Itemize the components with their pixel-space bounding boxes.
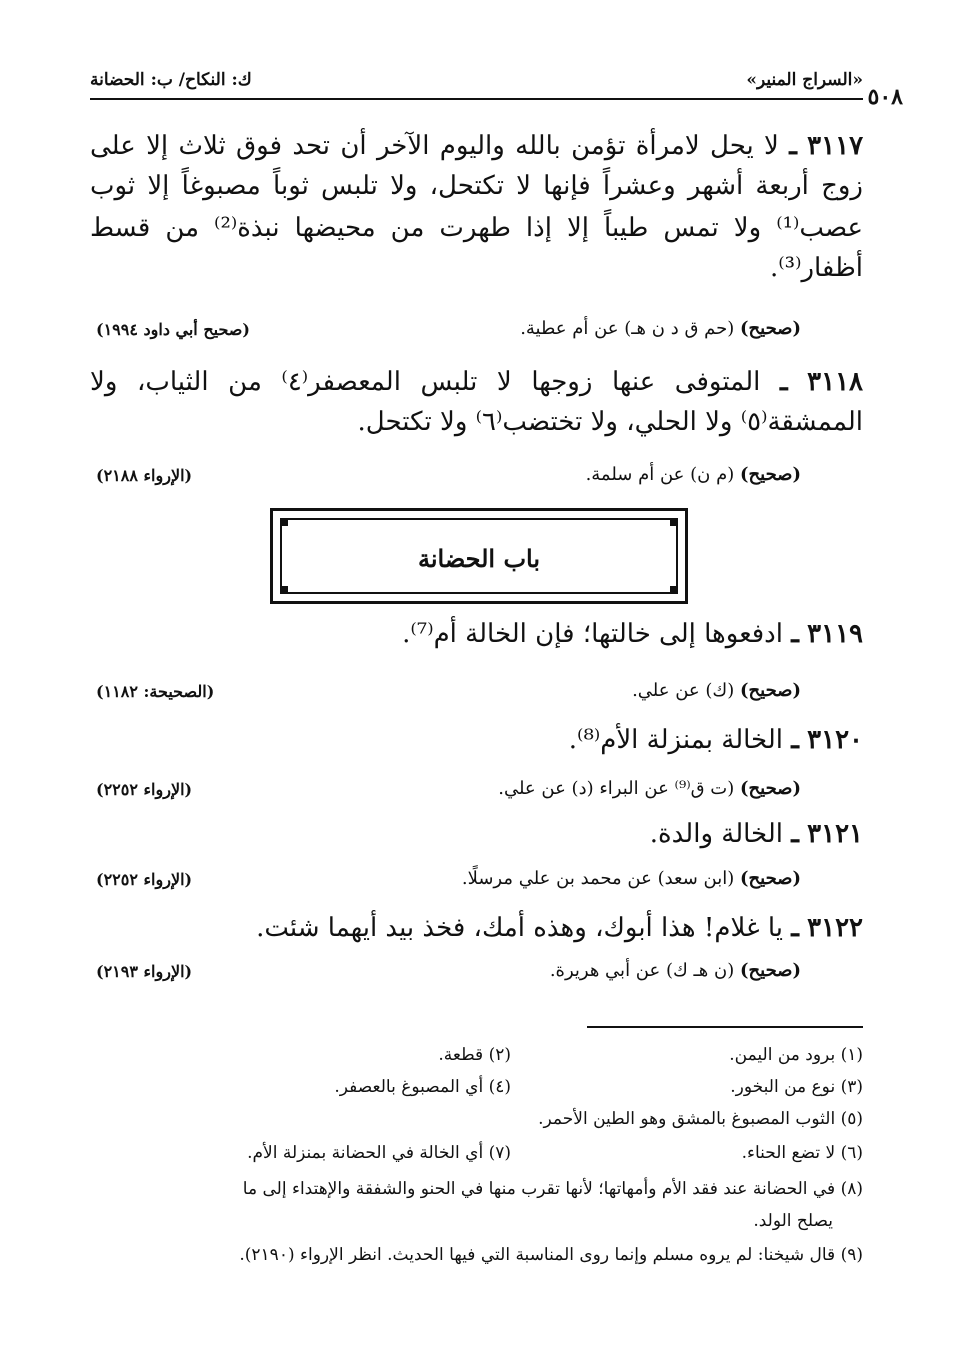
footnote-4: (٤) أي المصبوغ بالعصفر. xyxy=(334,1077,511,1097)
footnote-6: (٦) لا تضع الحناء. xyxy=(741,1143,863,1163)
dash: ـ xyxy=(791,913,799,943)
grade-label: (صحيح) xyxy=(740,868,801,889)
grade-source: (ابن سعد) عن محمد بن علي مرسلًا. xyxy=(461,868,735,889)
footnote-5: (٥) الثوب المصبوغ بالمشق وهو الطين الأحمر. xyxy=(538,1109,863,1129)
grade-source: (ت ق⁽⁹⁾ عن البراء (د) عن علي. xyxy=(498,778,735,799)
chapter-heading: باب الحضانة xyxy=(417,544,541,573)
grade-line xyxy=(462,868,801,889)
grade-line xyxy=(498,778,801,799)
hadith-text: ادفعوها إلى خالتها؛ فإن الخالة أم⁽⁷⁾. xyxy=(402,619,783,649)
book-title: «السراج المنير» xyxy=(746,70,863,90)
grade-label: (صحيح) xyxy=(740,318,801,339)
grade-source: (ن هـ ك) عن أبي هريرة. xyxy=(549,960,735,981)
hadith-text: الخالة والدة. xyxy=(649,819,783,849)
footnote-9: (٩) قال شيخنا: لم يروه مسلم وإنما روى المناسبة التي فيها الحديث. انظر الإرواء (٢١٩٠). xyxy=(239,1245,863,1265)
hadith-number: ٣١٢١ xyxy=(807,819,863,849)
corner-ornament xyxy=(670,586,678,594)
hadith-number: ٣١١٨ xyxy=(807,367,864,397)
dash: ـ xyxy=(791,725,799,755)
footnote-1: (١) برود من اليمن. xyxy=(729,1045,863,1065)
grade-label: (صحيح) xyxy=(740,680,801,701)
reference: (صحيح أبي داود ١٩٩٤) xyxy=(96,320,250,339)
reference: (الصحيحة: ١١٨٢) xyxy=(96,682,215,701)
hadith-line: أظفار⁽³⁾. xyxy=(769,253,863,283)
reference: (الإرواء ٢٢٥٢) xyxy=(96,780,193,799)
hadith-line: الممشقة⁽٥⁾ ولا الحلي، ولا تختضب⁽٦⁾ ولا تكتحل. xyxy=(357,407,863,437)
grade-line xyxy=(520,318,801,339)
reference: (الإرواء ٢١٩٣) xyxy=(96,962,193,981)
footnote-3: (٣) نوع من البخور. xyxy=(730,1077,863,1097)
reference: (الإرواء ٢٢٥٢) xyxy=(96,870,193,889)
hadith-3121 xyxy=(650,816,863,852)
chapter-title: ك: النكاح/ ب: الحضانة xyxy=(90,70,252,90)
hadith-text: لا يحل لامرأة تؤمن بالله واليوم الآخر أن تحد فوق ثلاث إلا على xyxy=(90,131,779,161)
grade-label: (صحيح) xyxy=(740,960,801,981)
dash: ـ xyxy=(791,619,799,649)
footnote-2: (٢) قطعة. xyxy=(438,1045,511,1065)
hadith-number: ٣١٢٢ xyxy=(807,913,863,943)
header-rule xyxy=(90,98,863,100)
dash: ـ xyxy=(791,819,799,849)
hadith-number: ٣١٢٠ xyxy=(807,725,863,755)
footnote-8-continued: يصلح الولد. xyxy=(753,1211,833,1231)
hadith-number: ٣١١٩ xyxy=(807,619,863,649)
reference: (الإرواء ٢١٨٨) xyxy=(96,466,193,485)
corner-ornament xyxy=(280,518,288,526)
hadith-3117 xyxy=(90,128,863,288)
chapter-heading-box xyxy=(270,508,688,604)
footnote-7: (٧) أي الخالة في الحضانة بمنزلة الأم. xyxy=(247,1143,511,1163)
grade-label: (صحيح) xyxy=(740,464,801,485)
grade-source: (حم ق د ن هـ) عن أم عطية. xyxy=(520,318,735,339)
hadith-3122 xyxy=(256,910,863,946)
hadith-line xyxy=(90,364,863,400)
grade-source: (م ن) عن أم سلمة. xyxy=(585,464,735,485)
corner-ornament xyxy=(670,518,678,526)
page-number: ٥٠٨ xyxy=(867,84,903,110)
hadith-3119 xyxy=(402,616,863,652)
hadith-text: الخالة بمنزلة الأم⁽⁸⁾. xyxy=(568,725,783,755)
footnote-8: (٨) في الحضانة عند فقد الأم وأمهاتها؛ لأنها تقرب منها في الحنو والشفقة والإهتداء إلى ما xyxy=(242,1179,863,1199)
hadith-number: ٣١١٧ xyxy=(807,131,864,161)
grade-source: (ك) عن علي. xyxy=(632,680,735,701)
grade-line xyxy=(632,680,801,701)
grade-line xyxy=(586,464,801,485)
footnote-separator xyxy=(587,1026,863,1028)
dash: ـ xyxy=(779,367,788,397)
hadith-line: عصب⁽¹⁾ ولا تمس طيباً إلا إذا طهرت من محيضها نبذة⁽²⁾ من قسط xyxy=(90,213,864,243)
grade-line xyxy=(550,960,801,981)
chapter-heading-inner-frame xyxy=(280,518,678,594)
hadith-text: المتوفى عنها زوجها لا تلبس المعصفر⁽٤⁾ من الثياب، ولا xyxy=(90,367,761,397)
grade-label: (صحيح) xyxy=(740,778,801,799)
corner-ornament xyxy=(280,586,288,594)
hadith-line xyxy=(90,128,863,164)
hadith-3120 xyxy=(569,722,863,758)
hadith-text: يا غلام! هذا أبوك، وهذه أمك، فخذ بيد أيهما شئت. xyxy=(256,913,783,943)
hadith-line: زوج أربعة أشهر وعشراً فإنها لا تكتحل، ولا تلبس ثوباً مصبوغاً إلا ثوب xyxy=(90,171,863,201)
hadith-3118 xyxy=(90,364,863,444)
dash: ـ xyxy=(789,131,797,161)
